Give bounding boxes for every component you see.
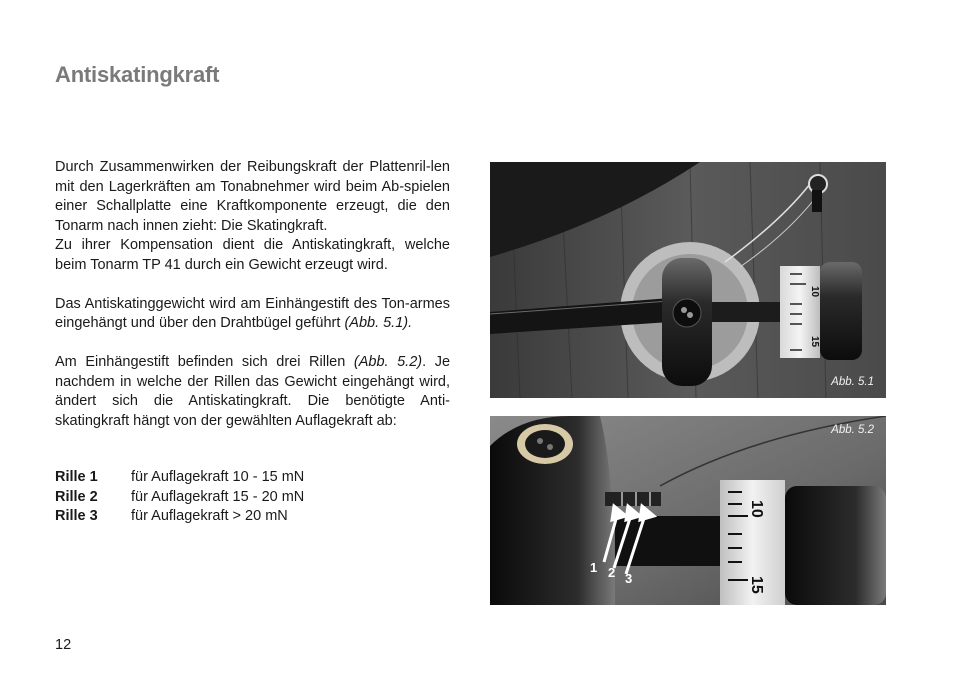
hanger-pin-illustration (490, 416, 886, 605)
page-number: 12 (55, 637, 72, 653)
figure-5-2-photo (490, 416, 886, 605)
figure-caption: Abb. 5.1 (831, 376, 874, 388)
rille-list (55, 468, 304, 527)
dial-label: 15 (809, 336, 820, 348)
paragraph-antiskatinggewicht (55, 295, 450, 334)
rille-text: für Auflagekraft > 20 mN (131, 508, 288, 524)
paragraph-3-start: Am Einhängestift befinden sich drei Rillen (55, 354, 354, 370)
page-title: Antiskatingkraft (55, 62, 220, 87)
paragraph-rillen (55, 353, 450, 431)
figure-5-1-photo (490, 162, 886, 398)
body-text (55, 158, 450, 431)
rille-label: Rille 2 (55, 488, 98, 505)
paragraph-1b: Zu ihrer Kompensation dient die Antiskatingkraft, welche beim Tonarm TP 41 durch ein Gewicht erzeugt wird. (55, 237, 450, 273)
rille-row (55, 488, 304, 508)
paragraph-skatingkraft (55, 158, 450, 275)
dial-label: 10 (809, 286, 820, 298)
rille-text: für Auflagekraft 10 - 15 mN (131, 469, 305, 485)
groove-number: 1 (590, 560, 598, 575)
dial-label: 15 (748, 576, 765, 594)
rille-label: Rille 3 (55, 508, 98, 524)
groove-number: 3 (625, 571, 633, 586)
figure-ref-5-2: (Abb. 5.2) (353, 354, 423, 370)
rille-text: für Auflagekraft 15 - 20 mN (131, 488, 305, 505)
rille-row (55, 468, 304, 488)
figure-ref-5-1: (Abb. 5.1). (344, 315, 413, 331)
paragraph-2: Das Antiskatinggewicht wird am Einhängestift des Ton-armes eingehängt und über den Drahtbügel geführt (55, 295, 450, 331)
paragraph-1a: Durch Zusammenwirken der Reibungskraft der Plattenril-len mit den Lagerkräften am Tonabnehmer wird beim Ab-spielen einer Schallplatte eine Kraftkomponente erzeugt, die den Tonarm nach innen zieht: Die Skatingkraft. (55, 159, 450, 234)
groove-number: 2 (608, 565, 616, 580)
rille-row (55, 507, 304, 527)
paragraph-3-end: . Je nachdem in welche der Rillen das Gewicht eingehängt wird, ändert sich die Antiskatingkraft. Die benötigte Anti-skatingkraft hängt von der gewählten Auflagekraft ab: (55, 354, 451, 429)
rille-label: Rille 1 (55, 469, 98, 485)
dial-label: 10 (748, 500, 765, 518)
figure-caption: Abb. 5.2 (831, 424, 874, 436)
tonearm-illustration (490, 162, 886, 398)
